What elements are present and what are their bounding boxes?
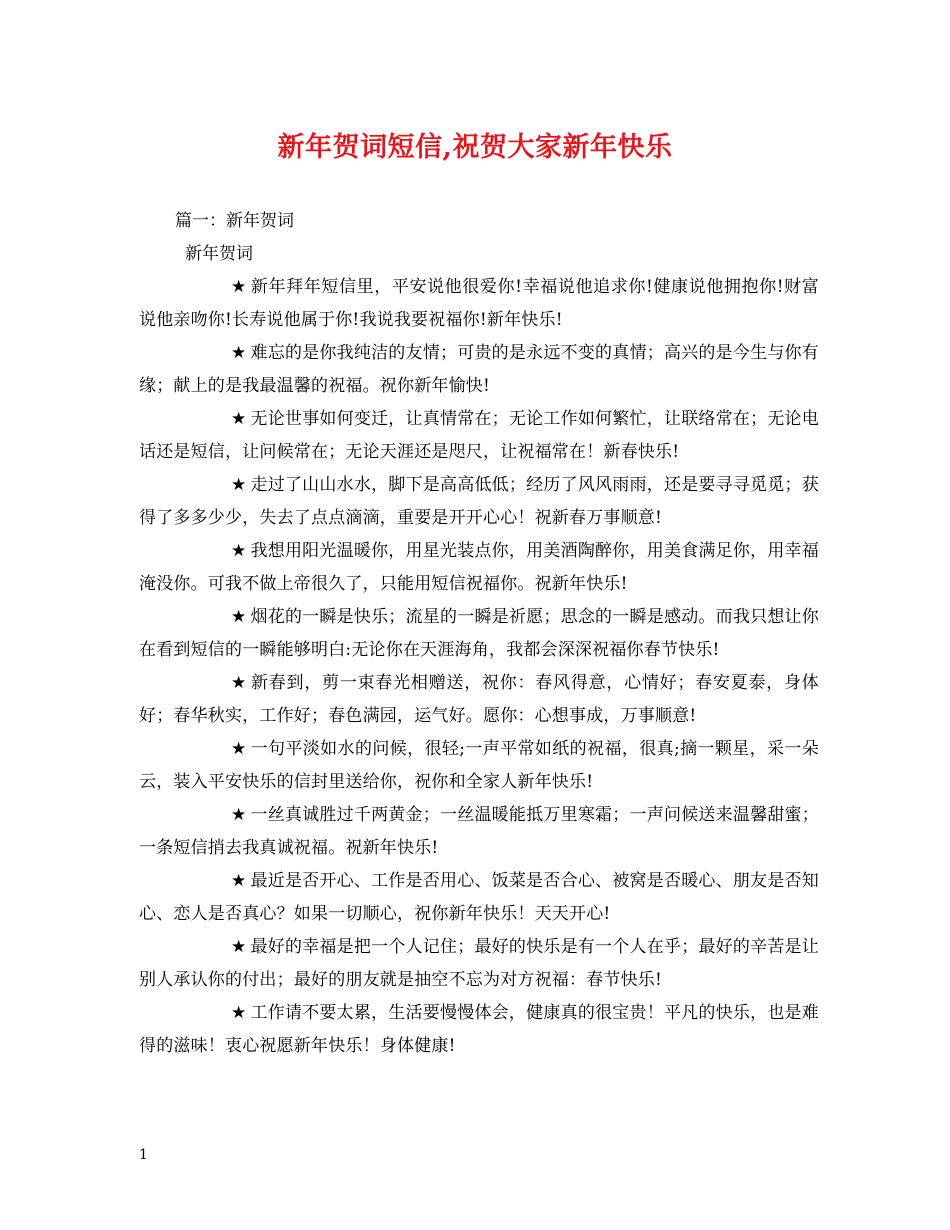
document-body [139,205,819,1063]
paragraph-text: 新年拜年短信里，平安说他很爱你!幸福说他追求你!健康说他拥抱你!财富说他亲吻你!长寿说他属于你!我说我要祝福你!新年快乐! [139,277,819,330]
paragraph-5 [139,535,819,601]
star-icon: ★ [231,805,247,825]
star-icon: ★ [231,343,247,363]
paragraph-7 [139,667,819,733]
paragraph-text: 一句平淡如水的问候，很轻;一声平常如纸的祝福，很真;摘一颗星，采一朵云，装入平安快乐的信封里送给你，祝你和全家人新年快乐! [139,739,819,792]
star-icon: ★ [231,1003,247,1023]
star-icon: ★ [231,475,247,495]
paragraph-text: 工作请不要太累，生活要慢慢体会，健康真的很宝贵！平凡的快乐，也是难得的滋味！衷心祝愿新年快乐！身体健康! [139,1003,819,1056]
paragraph-text: 最好的幸福是把一个人记住；最好的快乐是有一个人在乎；最好的辛苦是让别人承认你的付出；最好的朋友就是抽空不忘为对方祝福：春节快乐! [139,937,819,990]
paragraph-text: 无论世事如何变迁，让真情常在；无论工作如何繁忙，让联络常在；无论电话还是短信，让问候常在；无论天涯还是咫尺，让祝福常在！新春快乐! [139,409,819,462]
paragraph-text: 新春到，剪一束春光相赠送，祝你：春风得意，心情好；春安夏泰，身体好；春华秋实，工作好；春色满园，运气好。愿你：心想事成，万事顺意! [139,673,819,726]
paragraph-11 [139,931,819,997]
paragraph-text: 我想用阳光温暖你，用星光装点你，用美酒陶醉你，用美食满足你，用幸福淹没你。可我不做上帝很久了，只能用短信祝福你。祝新年快乐! [139,541,819,594]
paragraph-2 [139,337,819,403]
paragraph-1 [139,271,819,337]
paragraph-10 [139,865,819,931]
star-icon: ★ [231,937,247,957]
page-number: 1 [139,1147,148,1163]
paragraph-text: 难忘的是你我纯洁的友情；可贵的是永远不变的真情；高兴的是今生与你有缘；献上的是我最温馨的祝福。祝你新年愉快! [139,343,819,396]
star-icon: ★ [231,607,247,627]
star-icon: ★ [231,739,247,759]
paragraph-text: 烟花的一瞬是快乐；流星的一瞬是祈愿；思念的一瞬是感动。而我只想让你在看到短信的一瞬能够明白:无论你在天涯海角，我都会深深祝福你春节快乐! [139,607,819,660]
paragraph-text: 一丝真诚胜过千两黄金；一丝温暖能抵万里寒霜；一声问候送来温馨甜蜜；一条短信捎去我真诚祝福。祝新年快乐! [139,805,819,858]
star-icon: ★ [231,541,247,561]
paragraph-4 [139,469,819,535]
paragraph-3 [139,403,819,469]
paragraph-text: 最近是否开心、工作是否用心、饭菜是否合心、被窝是否暖心、朋友是否知心、恋人是否真心？如果一切顺心，祝你新年快乐！天天开心! [139,871,819,924]
document-title: 新年贺词短信,祝贺大家新年快乐 [277,132,673,163]
paragraph-6 [139,601,819,667]
star-icon: ★ [231,409,247,429]
star-icon: ★ [231,277,247,297]
star-icon: ★ [231,871,247,891]
star-icon: ★ [231,673,247,693]
paragraph-12 [139,997,819,1063]
paragraph-9 [139,799,819,865]
paragraph-text: 走过了山山水水，脚下是高高低低；经历了风风雨雨，还是要寻寻觅觅；获得了多多少少，失去了点点滴滴，重要是开开心心！祝新春万事顺意! [139,475,819,528]
sub-heading: 新年贺词 [185,244,253,264]
paragraph-8 [139,733,819,799]
section-heading: 篇一：新年贺词 [175,211,294,231]
